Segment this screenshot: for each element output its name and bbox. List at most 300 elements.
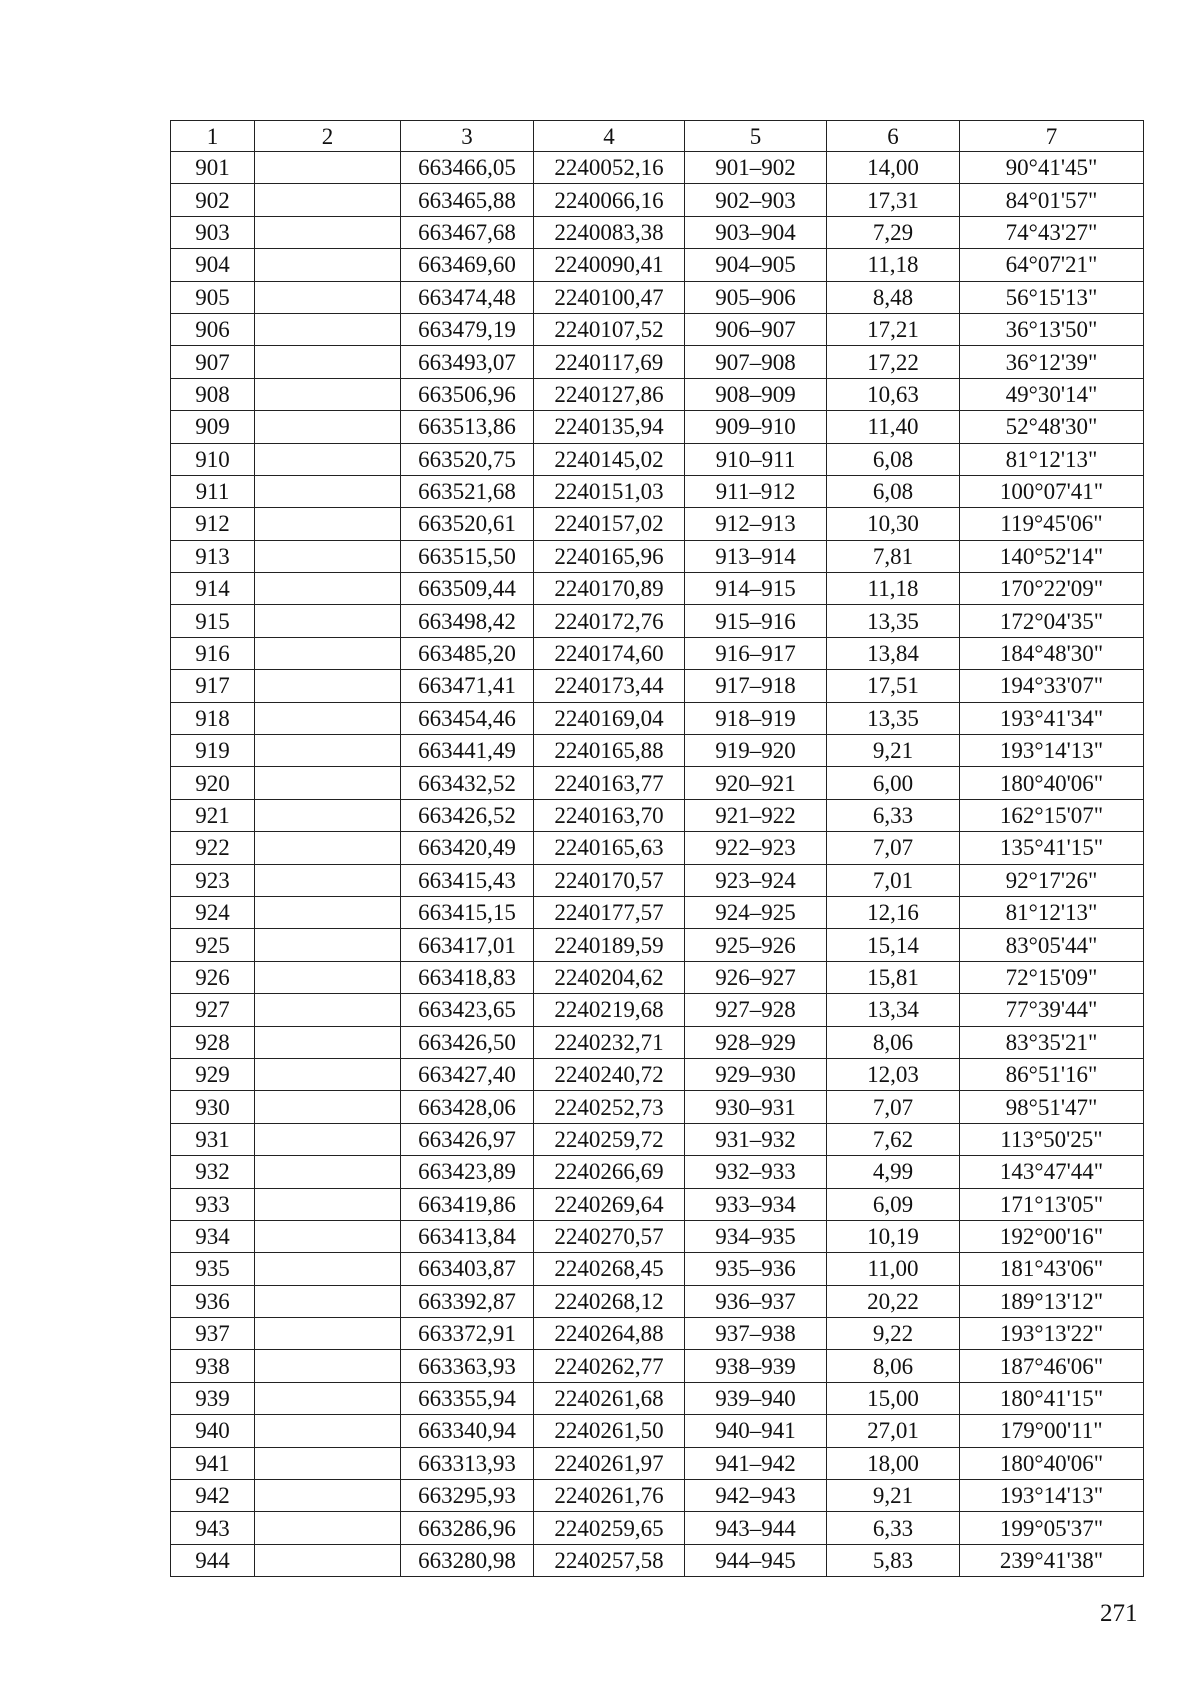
segment-cell: 936–937 [685,1285,827,1317]
table-row [171,702,1144,734]
y-coordinate-cell: 2240170,57 [534,864,685,896]
segment-cell: 915–916 [685,605,827,637]
length-cell: 13,35 [827,605,960,637]
segment-cell: 905–906 [685,281,827,313]
point-name-cell [255,313,401,345]
y-coordinate-cell: 2240261,68 [534,1382,685,1414]
point-name-cell [255,767,401,799]
y-coordinate-cell: 2240268,12 [534,1285,685,1317]
table-row [171,281,1144,313]
point-number-cell: 922 [171,832,255,864]
direction-angle-cell: 170°22'09" [960,573,1144,605]
x-coordinate-cell: 663474,48 [401,281,534,313]
x-coordinate-cell: 663423,89 [401,1156,534,1188]
point-number-cell: 938 [171,1350,255,1382]
point-name-cell [255,832,401,864]
point-number-cell: 913 [171,540,255,572]
point-number-cell: 915 [171,605,255,637]
column-header-3: 3 [401,121,534,152]
point-number-cell: 919 [171,735,255,767]
segment-cell: 919–920 [685,735,827,767]
direction-angle-cell: 83°35'21" [960,1026,1144,1058]
table-row [171,929,1144,961]
x-coordinate-cell: 663432,52 [401,767,534,799]
length-cell: 17,22 [827,346,960,378]
length-cell: 7,01 [827,864,960,896]
point-number-cell: 944 [171,1544,255,1576]
y-coordinate-cell: 2240127,86 [534,378,685,410]
point-number-cell: 928 [171,1026,255,1058]
length-cell: 15,14 [827,929,960,961]
y-coordinate-cell: 2240173,44 [534,670,685,702]
x-coordinate-cell: 663313,93 [401,1447,534,1479]
length-cell: 4,99 [827,1156,960,1188]
direction-angle-cell: 179°00'11" [960,1415,1144,1447]
point-number-cell: 940 [171,1415,255,1447]
point-name-cell [255,605,401,637]
direction-angle-cell: 100°07'41" [960,475,1144,507]
length-cell: 6,33 [827,799,960,831]
direction-angle-cell: 83°05'44" [960,929,1144,961]
table-row [171,767,1144,799]
y-coordinate-cell: 2240100,47 [534,281,685,313]
direction-angle-cell: 171°13'05" [960,1188,1144,1220]
direction-angle-cell: 81°12'13" [960,443,1144,475]
table-row [171,670,1144,702]
y-coordinate-cell: 2240269,64 [534,1188,685,1220]
direction-angle-cell: 113°50'25" [960,1123,1144,1155]
direction-angle-cell: 193°14'13" [960,735,1144,767]
length-cell: 15,00 [827,1382,960,1414]
length-cell: 14,00 [827,152,960,184]
table-row [171,1220,1144,1252]
direction-angle-cell: 199°05'37" [960,1512,1144,1544]
table-row [171,832,1144,864]
point-number-cell: 906 [171,313,255,345]
direction-angle-cell: 184°48'30" [960,637,1144,669]
point-name-cell [255,411,401,443]
y-coordinate-cell: 2240189,59 [534,929,685,961]
direction-angle-cell: 77°39'44" [960,994,1144,1026]
point-number-cell: 909 [171,411,255,443]
x-coordinate-cell: 663485,20 [401,637,534,669]
y-coordinate-cell: 2240165,88 [534,735,685,767]
y-coordinate-cell: 2240052,16 [534,152,685,184]
length-cell: 8,06 [827,1026,960,1058]
point-number-cell: 905 [171,281,255,313]
y-coordinate-cell: 2240257,58 [534,1544,685,1576]
y-coordinate-cell: 2240090,41 [534,249,685,281]
table-row [171,346,1144,378]
y-coordinate-cell: 2240252,73 [534,1091,685,1123]
length-cell: 6,08 [827,443,960,475]
length-cell: 17,21 [827,313,960,345]
length-cell: 27,01 [827,1415,960,1447]
page-number: 271 [1100,1600,1138,1627]
direction-angle-cell: 52°48'30" [960,411,1144,443]
x-coordinate-cell: 663415,43 [401,864,534,896]
direction-angle-cell: 72°15'09" [960,961,1144,993]
table-body [171,152,1144,1577]
x-coordinate-cell: 663465,88 [401,184,534,216]
y-coordinate-cell: 2240270,57 [534,1220,685,1252]
table-row [171,1350,1144,1382]
point-number-cell: 937 [171,1318,255,1350]
segment-cell: 903–904 [685,216,827,248]
point-number-cell: 902 [171,184,255,216]
length-cell: 10,19 [827,1220,960,1252]
x-coordinate-cell: 663423,65 [401,994,534,1026]
point-name-cell [255,1058,401,1090]
x-coordinate-cell: 663392,87 [401,1285,534,1317]
table-row [171,864,1144,896]
length-cell: 20,22 [827,1285,960,1317]
point-name-cell [255,994,401,1026]
segment-cell: 940–941 [685,1415,827,1447]
point-name-cell [255,443,401,475]
y-coordinate-cell: 2240174,60 [534,637,685,669]
y-coordinate-cell: 2240262,77 [534,1350,685,1382]
x-coordinate-cell: 663280,98 [401,1544,534,1576]
x-coordinate-cell: 663471,41 [401,670,534,702]
table-row [171,637,1144,669]
point-number-cell: 934 [171,1220,255,1252]
point-name-cell [255,864,401,896]
length-cell: 6,00 [827,767,960,799]
point-number-cell: 943 [171,1512,255,1544]
direction-angle-cell: 36°12'39" [960,346,1144,378]
point-name-cell [255,346,401,378]
column-header-5: 5 [685,121,827,152]
point-name-cell [255,184,401,216]
direction-angle-cell: 81°12'13" [960,896,1144,928]
x-coordinate-cell: 663413,84 [401,1220,534,1252]
length-cell: 9,22 [827,1318,960,1350]
point-number-cell: 941 [171,1447,255,1479]
x-coordinate-cell: 663340,94 [401,1415,534,1447]
point-name-cell [255,1382,401,1414]
segment-cell: 909–910 [685,411,827,443]
length-cell: 11,18 [827,573,960,605]
header-row [171,121,1144,152]
y-coordinate-cell: 2240232,71 [534,1026,685,1058]
y-coordinate-cell: 2240169,04 [534,702,685,734]
point-number-cell: 935 [171,1253,255,1285]
point-name-cell [255,1480,401,1512]
point-name-cell [255,1544,401,1576]
point-name-cell [255,799,401,831]
segment-cell: 922–923 [685,832,827,864]
x-coordinate-cell: 663415,15 [401,896,534,928]
direction-angle-cell: 193°14'13" [960,1480,1144,1512]
table-row [171,1544,1144,1576]
point-name-cell [255,961,401,993]
point-number-cell: 936 [171,1285,255,1317]
x-coordinate-cell: 663426,52 [401,799,534,831]
y-coordinate-cell: 2240268,45 [534,1253,685,1285]
x-coordinate-cell: 663469,60 [401,249,534,281]
point-name-cell [255,1220,401,1252]
segment-cell: 943–944 [685,1512,827,1544]
table-row [171,1026,1144,1058]
length-cell: 7,07 [827,1091,960,1123]
y-coordinate-cell: 2240165,63 [534,832,685,864]
table-row [171,605,1144,637]
point-number-cell: 921 [171,799,255,831]
point-number-cell: 917 [171,670,255,702]
point-number-cell: 916 [171,637,255,669]
segment-cell: 917–918 [685,670,827,702]
direction-angle-cell: 239°41'38" [960,1544,1144,1576]
y-coordinate-cell: 2240157,02 [534,508,685,540]
y-coordinate-cell: 2240261,97 [534,1447,685,1479]
table-row [171,1415,1144,1447]
point-name-cell [255,1350,401,1382]
point-number-cell: 926 [171,961,255,993]
segment-cell: 904–905 [685,249,827,281]
column-header-2: 2 [255,121,401,152]
segment-cell: 941–942 [685,1447,827,1479]
length-cell: 7,62 [827,1123,960,1155]
table-row [171,994,1144,1026]
length-cell: 8,48 [827,281,960,313]
direction-angle-cell: 189°13'12" [960,1285,1144,1317]
table-row [171,735,1144,767]
length-cell: 7,29 [827,216,960,248]
table-row [171,1058,1144,1090]
segment-cell: 942–943 [685,1480,827,1512]
table-row [171,799,1144,831]
point-name-cell [255,1415,401,1447]
direction-angle-cell: 98°51'47" [960,1091,1144,1123]
point-name-cell [255,249,401,281]
segment-cell: 925–926 [685,929,827,961]
direction-angle-cell: 135°41'15" [960,832,1144,864]
y-coordinate-cell: 2240219,68 [534,994,685,1026]
y-coordinate-cell: 2240135,94 [534,411,685,443]
x-coordinate-cell: 663286,96 [401,1512,534,1544]
y-coordinate-cell: 2240172,76 [534,605,685,637]
x-coordinate-cell: 663419,86 [401,1188,534,1220]
y-coordinate-cell: 2240259,72 [534,1123,685,1155]
x-coordinate-cell: 663493,07 [401,346,534,378]
x-coordinate-cell: 663418,83 [401,961,534,993]
point-name-cell [255,702,401,734]
segment-cell: 918–919 [685,702,827,734]
table-row [171,1091,1144,1123]
table-row [171,1318,1144,1350]
point-name-cell [255,1253,401,1285]
direction-angle-cell: 49°30'14" [960,378,1144,410]
point-name-cell [255,1156,401,1188]
x-coordinate-cell: 663441,49 [401,735,534,767]
direction-angle-cell: 92°17'26" [960,864,1144,896]
point-number-cell: 933 [171,1188,255,1220]
direction-angle-cell: 180°40'06" [960,767,1144,799]
table-header [171,121,1144,152]
point-name-cell [255,735,401,767]
y-coordinate-cell: 2240264,88 [534,1318,685,1350]
direction-angle-cell: 162°15'07" [960,799,1144,831]
segment-cell: 933–934 [685,1188,827,1220]
y-coordinate-cell: 2240261,50 [534,1415,685,1447]
table-row [171,1156,1144,1188]
point-name-cell [255,896,401,928]
point-number-cell: 929 [171,1058,255,1090]
segment-cell: 912–913 [685,508,827,540]
segment-cell: 907–908 [685,346,827,378]
point-number-cell: 939 [171,1382,255,1414]
point-name-cell [255,1512,401,1544]
y-coordinate-cell: 2240066,16 [534,184,685,216]
y-coordinate-cell: 2240240,72 [534,1058,685,1090]
x-coordinate-cell: 663427,40 [401,1058,534,1090]
point-number-cell: 912 [171,508,255,540]
direction-angle-cell: 86°51'16" [960,1058,1144,1090]
point-number-cell: 908 [171,378,255,410]
x-coordinate-cell: 663520,61 [401,508,534,540]
y-coordinate-cell: 2240259,65 [534,1512,685,1544]
point-number-cell: 942 [171,1480,255,1512]
length-cell: 13,84 [827,637,960,669]
direction-angle-cell: 143°47'44" [960,1156,1144,1188]
y-coordinate-cell: 2240107,52 [534,313,685,345]
table-row [171,249,1144,281]
segment-cell: 916–917 [685,637,827,669]
x-coordinate-cell: 663428,06 [401,1091,534,1123]
direction-angle-cell: 36°13'50" [960,313,1144,345]
segment-cell: 944–945 [685,1544,827,1576]
x-coordinate-cell: 663498,42 [401,605,534,637]
table-row [171,475,1144,507]
table-row [171,961,1144,993]
table-row [171,1447,1144,1479]
direction-angle-cell: 193°13'22" [960,1318,1144,1350]
table-row [171,378,1144,410]
x-coordinate-cell: 663509,44 [401,573,534,605]
segment-cell: 931–932 [685,1123,827,1155]
x-coordinate-cell: 663417,01 [401,929,534,961]
x-coordinate-cell: 663521,68 [401,475,534,507]
point-number-cell: 914 [171,573,255,605]
x-coordinate-cell: 663363,93 [401,1350,534,1382]
segment-cell: 902–903 [685,184,827,216]
length-cell: 10,63 [827,378,960,410]
point-number-cell: 907 [171,346,255,378]
table-row [171,411,1144,443]
length-cell: 7,81 [827,540,960,572]
point-number-cell: 901 [171,152,255,184]
length-cell: 6,08 [827,475,960,507]
length-cell: 18,00 [827,1447,960,1479]
x-coordinate-cell: 663403,87 [401,1253,534,1285]
point-name-cell [255,670,401,702]
point-number-cell: 932 [171,1156,255,1188]
table-row [171,184,1144,216]
x-coordinate-cell: 663295,93 [401,1480,534,1512]
point-number-cell: 918 [171,702,255,734]
x-coordinate-cell: 663426,50 [401,1026,534,1058]
point-number-cell: 923 [171,864,255,896]
table-row [171,540,1144,572]
segment-cell: 924–925 [685,896,827,928]
segment-cell: 908–909 [685,378,827,410]
length-cell: 15,81 [827,961,960,993]
point-name-cell [255,216,401,248]
y-coordinate-cell: 2240163,77 [534,767,685,799]
length-cell: 9,21 [827,735,960,767]
segment-cell: 939–940 [685,1382,827,1414]
length-cell: 10,30 [827,508,960,540]
segment-cell: 926–927 [685,961,827,993]
point-number-cell: 920 [171,767,255,799]
y-coordinate-cell: 2240151,03 [534,475,685,507]
segment-cell: 901–902 [685,152,827,184]
point-number-cell: 903 [171,216,255,248]
point-name-cell [255,637,401,669]
direction-angle-cell: 192°00'16" [960,1220,1144,1252]
table-row [171,1123,1144,1155]
y-coordinate-cell: 2240204,62 [534,961,685,993]
length-cell: 8,06 [827,1350,960,1382]
table-row [171,1253,1144,1285]
table-row [171,1382,1144,1414]
coordinates-table [170,120,1144,1577]
y-coordinate-cell: 2240163,70 [534,799,685,831]
point-number-cell: 911 [171,475,255,507]
direction-angle-cell: 90°41'45" [960,152,1144,184]
y-coordinate-cell: 2240170,89 [534,573,685,605]
length-cell: 7,07 [827,832,960,864]
length-cell: 11,18 [827,249,960,281]
direction-angle-cell: 180°41'15" [960,1382,1144,1414]
point-name-cell [255,378,401,410]
direction-angle-cell: 193°41'34" [960,702,1144,734]
direction-angle-cell: 64°07'21" [960,249,1144,281]
direction-angle-cell: 56°15'13" [960,281,1144,313]
point-name-cell [255,475,401,507]
table-row [171,508,1144,540]
point-name-cell [255,1318,401,1350]
segment-cell: 906–907 [685,313,827,345]
segment-cell: 923–924 [685,864,827,896]
segment-cell: 935–936 [685,1253,827,1285]
direction-angle-cell: 140°52'14" [960,540,1144,572]
segment-cell: 930–931 [685,1091,827,1123]
y-coordinate-cell: 2240266,69 [534,1156,685,1188]
segment-cell: 932–933 [685,1156,827,1188]
direction-angle-cell: 74°43'27" [960,216,1144,248]
x-coordinate-cell: 663426,97 [401,1123,534,1155]
point-name-cell [255,1123,401,1155]
table-row [171,573,1144,605]
segment-cell: 938–939 [685,1350,827,1382]
length-cell: 9,21 [827,1480,960,1512]
direction-angle-cell: 172°04'35" [960,605,1144,637]
table-row [171,1285,1144,1317]
column-header-6: 6 [827,121,960,152]
table-row [171,216,1144,248]
point-name-cell [255,1091,401,1123]
segment-cell: 934–935 [685,1220,827,1252]
column-header-7: 7 [960,121,1144,152]
length-cell: 11,00 [827,1253,960,1285]
column-header-1: 1 [171,121,255,152]
length-cell: 13,34 [827,994,960,1026]
length-cell: 13,35 [827,702,960,734]
x-coordinate-cell: 663467,68 [401,216,534,248]
y-coordinate-cell: 2240261,76 [534,1480,685,1512]
